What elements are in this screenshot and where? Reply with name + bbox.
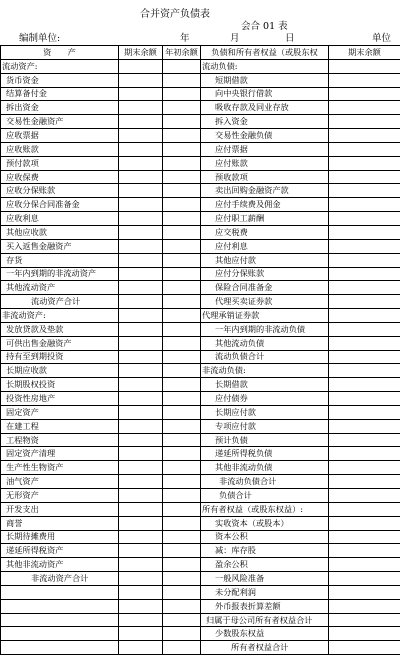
liability-ending-balance-cell bbox=[329, 627, 400, 641]
liability-item-label: 少数股东权益 bbox=[201, 627, 329, 641]
asset-ending-balance-cell bbox=[119, 184, 163, 198]
table-row bbox=[1, 239, 400, 253]
liability-ending-balance-cell bbox=[329, 184, 400, 198]
table-row bbox=[1, 627, 400, 641]
asset-opening-balance-cell bbox=[163, 295, 201, 309]
liability-item-label: 递延所得税负债 bbox=[201, 447, 329, 461]
table-row bbox=[1, 87, 400, 101]
asset-opening-balance-cell bbox=[163, 129, 201, 143]
header-row bbox=[1, 46, 400, 60]
asset-item-label: 交易性金融资产 bbox=[1, 115, 119, 129]
asset-item-label: 商誉 bbox=[1, 516, 119, 530]
asset-item-label: 非流动资产: bbox=[1, 309, 119, 323]
table-row bbox=[1, 336, 400, 350]
liability-ending-balance-cell bbox=[329, 322, 400, 336]
asset-opening-balance-cell bbox=[163, 558, 201, 572]
asset-ending-balance-cell bbox=[119, 516, 163, 530]
asset-item-label: 在建工程 bbox=[1, 419, 119, 433]
table-row bbox=[1, 392, 400, 406]
asset-ending-balance-cell bbox=[119, 461, 163, 475]
asset-opening-balance-cell bbox=[163, 267, 201, 281]
asset-ending-balance-cell bbox=[119, 544, 163, 558]
month-label: 月 bbox=[230, 33, 240, 45]
table-row bbox=[1, 253, 400, 267]
sheet-title: 合并资产负债表 bbox=[140, 9, 210, 21]
table-row bbox=[1, 350, 400, 364]
asset-ending-balance-cell bbox=[119, 142, 163, 156]
liability-item-label: 盈余公积 bbox=[201, 558, 329, 572]
liability-item-label: 保险合同准备金 bbox=[201, 281, 329, 295]
asset-opening-balance-cell bbox=[163, 516, 201, 530]
asset-item-label bbox=[1, 627, 119, 641]
liability-item-label: 所有者权益（或股东权益）: bbox=[201, 502, 329, 516]
liability-item-label: 非流动负债: bbox=[201, 364, 329, 378]
asset-ending-balance-cell bbox=[119, 309, 163, 323]
asset-item-label: 流动资产: bbox=[1, 59, 119, 73]
liability-ending-balance-cell bbox=[329, 516, 400, 530]
liability-ending-balance-cell bbox=[329, 558, 400, 572]
liability-item-label: 归属于母公司所有者权益合计 bbox=[201, 613, 329, 627]
table-row bbox=[1, 225, 400, 239]
asset-opening-balance-cell bbox=[163, 530, 201, 544]
liability-ending-balance-cell bbox=[329, 350, 400, 364]
asset-item-label: 应收分保合同准备金 bbox=[1, 198, 119, 212]
asset-opening-balance-cell bbox=[163, 405, 201, 419]
asset-opening-balance-cell bbox=[163, 101, 201, 115]
asset-item-label: 应收账款 bbox=[1, 142, 119, 156]
asset-item-label: 应收保费 bbox=[1, 170, 119, 184]
asset-ending-balance-cell bbox=[119, 212, 163, 226]
asset-ending-balance-cell bbox=[119, 115, 163, 129]
liability-item-label: 应付账款 bbox=[201, 156, 329, 170]
liability-ending-balance-cell bbox=[329, 572, 400, 586]
asset-item-label: 非流动资产合计 bbox=[1, 572, 119, 586]
table-row bbox=[1, 419, 400, 433]
asset-ending-balance-cell bbox=[119, 502, 163, 516]
liability-item-label: 代理买卖证券款 bbox=[201, 295, 329, 309]
asset-ending-balance-cell bbox=[119, 641, 163, 655]
currency-unit-label: 单位 bbox=[372, 33, 391, 45]
asset-opening-balance-cell bbox=[163, 599, 201, 613]
liability-item-label: 未分配利润 bbox=[201, 585, 329, 599]
asset-ending-balance-cell bbox=[119, 281, 163, 295]
header-asset-opening-balance: 年初余额 bbox=[163, 46, 201, 60]
liability-item-label: 交易性金融负债 bbox=[201, 129, 329, 143]
liability-ending-balance-cell bbox=[329, 267, 400, 281]
asset-opening-balance-cell bbox=[163, 73, 201, 87]
liability-ending-balance-cell bbox=[329, 530, 400, 544]
liability-item-label: 拆入资金 bbox=[201, 115, 329, 129]
liability-item-label: 非流动负债合计 bbox=[201, 475, 329, 489]
liability-ending-balance-cell bbox=[329, 129, 400, 143]
liability-item-label: 应付利息 bbox=[201, 239, 329, 253]
asset-opening-balance-cell bbox=[163, 502, 201, 516]
asset-opening-balance-cell bbox=[163, 212, 201, 226]
liability-item-label: 其他应付款 bbox=[201, 253, 329, 267]
asset-opening-balance-cell bbox=[163, 239, 201, 253]
asset-item-label: 其他非流动资产 bbox=[1, 558, 119, 572]
table-row bbox=[1, 156, 400, 170]
asset-opening-balance-cell bbox=[163, 350, 201, 364]
liability-item-label: 应交税费 bbox=[201, 225, 329, 239]
liability-ending-balance-cell bbox=[329, 419, 400, 433]
asset-opening-balance-cell bbox=[163, 336, 201, 350]
liability-item-label: 一年内到期的非流动负债 bbox=[201, 322, 329, 336]
asset-ending-balance-cell bbox=[119, 419, 163, 433]
liability-item-label: 应付手续费及佣金 bbox=[201, 198, 329, 212]
asset-opening-balance-cell bbox=[163, 378, 201, 392]
asset-ending-balance-cell bbox=[119, 558, 163, 572]
asset-item-label: 长期股权投资 bbox=[1, 378, 119, 392]
liability-ending-balance-cell bbox=[329, 73, 400, 87]
asset-opening-balance-cell bbox=[163, 572, 201, 586]
asset-opening-balance-cell bbox=[163, 184, 201, 198]
table-row bbox=[1, 267, 400, 281]
asset-ending-balance-cell bbox=[119, 489, 163, 503]
liability-ending-balance-cell bbox=[329, 212, 400, 226]
table-row bbox=[1, 641, 400, 655]
asset-opening-balance-cell bbox=[163, 475, 201, 489]
table-row bbox=[1, 184, 400, 198]
asset-opening-balance-cell bbox=[163, 461, 201, 475]
table-row bbox=[1, 489, 400, 503]
table-row bbox=[1, 572, 400, 586]
liability-item-label: 减：库存股 bbox=[201, 544, 329, 558]
liability-item-label: 预计负债 bbox=[201, 433, 329, 447]
asset-ending-balance-cell bbox=[119, 447, 163, 461]
asset-item-label bbox=[1, 585, 119, 599]
liability-ending-balance-cell bbox=[329, 309, 400, 323]
asset-item-label: 油气资产 bbox=[1, 475, 119, 489]
asset-opening-balance-cell bbox=[163, 627, 201, 641]
table-row bbox=[1, 115, 400, 129]
table-row bbox=[1, 59, 400, 73]
asset-ending-balance-cell bbox=[119, 156, 163, 170]
table-row bbox=[1, 475, 400, 489]
asset-item-label: 可供出售金融资产 bbox=[1, 336, 119, 350]
asset-ending-balance-cell bbox=[119, 267, 163, 281]
liability-item-label: 短期借款 bbox=[201, 73, 329, 87]
header-assets: 资 产 bbox=[1, 46, 119, 60]
asset-item-label: 货币资金 bbox=[1, 73, 119, 87]
asset-opening-balance-cell bbox=[163, 170, 201, 184]
table-row bbox=[1, 613, 400, 627]
asset-item-label: 应收票据 bbox=[1, 129, 119, 143]
asset-item-label bbox=[1, 641, 119, 655]
asset-opening-balance-cell bbox=[163, 585, 201, 599]
asset-item-label: 应收分保账款 bbox=[1, 184, 119, 198]
asset-opening-balance-cell bbox=[163, 253, 201, 267]
asset-item-label: 流动资产合计 bbox=[1, 295, 119, 309]
table-row bbox=[1, 461, 400, 475]
form-code: 会合 01 表 bbox=[241, 21, 288, 33]
table-row bbox=[1, 170, 400, 184]
liability-item-label: 长期借款 bbox=[201, 378, 329, 392]
asset-opening-balance-cell bbox=[163, 489, 201, 503]
table-row bbox=[1, 502, 400, 516]
table-row bbox=[1, 447, 400, 461]
liability-item-label: 一般风险准备 bbox=[201, 572, 329, 586]
asset-item-label: 拆出资金 bbox=[1, 101, 119, 115]
table-row bbox=[1, 364, 400, 378]
table-row bbox=[1, 530, 400, 544]
liability-ending-balance-cell bbox=[329, 461, 400, 475]
asset-opening-balance-cell bbox=[163, 419, 201, 433]
asset-item-label: 预付款项 bbox=[1, 156, 119, 170]
asset-item-label: 一年内到期的非流动资产 bbox=[1, 267, 119, 281]
asset-item-label: 其他应收款 bbox=[1, 225, 119, 239]
table-row bbox=[1, 433, 400, 447]
asset-item-label: 工程物资 bbox=[1, 433, 119, 447]
year-label: 年 bbox=[180, 33, 190, 45]
asset-item-label: 固定资产清理 bbox=[1, 447, 119, 461]
asset-item-label: 开发支出 bbox=[1, 502, 119, 516]
liability-ending-balance-cell bbox=[329, 225, 400, 239]
liability-ending-balance-cell bbox=[329, 502, 400, 516]
liability-item-label: 代理承销证券款 bbox=[201, 309, 329, 323]
liability-item-label: 流动负债合计 bbox=[201, 350, 329, 364]
asset-opening-balance-cell bbox=[163, 364, 201, 378]
table-row bbox=[1, 516, 400, 530]
liability-ending-balance-cell bbox=[329, 613, 400, 627]
liability-ending-balance-cell bbox=[329, 142, 400, 156]
asset-ending-balance-cell bbox=[119, 475, 163, 489]
liability-item-label: 应付票据 bbox=[201, 142, 329, 156]
asset-ending-balance-cell bbox=[119, 101, 163, 115]
balance-sheet-table bbox=[0, 45, 400, 655]
liability-item-label: 外币报表折算差额 bbox=[201, 599, 329, 613]
asset-item-label: 长期应收款 bbox=[1, 364, 119, 378]
asset-ending-balance-cell bbox=[119, 613, 163, 627]
asset-item-label: 发放贷款及垫款 bbox=[1, 322, 119, 336]
asset-ending-balance-cell bbox=[119, 225, 163, 239]
liability-item-label: 吸收存款及同业存放 bbox=[201, 101, 329, 115]
liability-ending-balance-cell bbox=[329, 475, 400, 489]
liability-item-label: 其他流动负债 bbox=[201, 336, 329, 350]
asset-opening-balance-cell bbox=[163, 613, 201, 627]
table-row bbox=[1, 585, 400, 599]
liability-ending-balance-cell bbox=[329, 156, 400, 170]
liability-ending-balance-cell bbox=[329, 378, 400, 392]
table-row bbox=[1, 599, 400, 613]
liability-ending-balance-cell bbox=[329, 115, 400, 129]
asset-item-label: 投资性房地产 bbox=[1, 392, 119, 406]
asset-item-label: 其他流动资产 bbox=[1, 281, 119, 295]
asset-opening-balance-cell bbox=[163, 59, 201, 73]
liability-item-label: 资本公积 bbox=[201, 530, 329, 544]
asset-item-label: 结算备付金 bbox=[1, 87, 119, 101]
asset-opening-balance-cell bbox=[163, 198, 201, 212]
liability-item-label: 预收款项 bbox=[201, 170, 329, 184]
liability-item-label: 实收资本（或股本） bbox=[201, 516, 329, 530]
asset-item-label: 应收利息 bbox=[1, 212, 119, 226]
asset-item-label: 买入返售金融资产 bbox=[1, 239, 119, 253]
liability-ending-balance-cell bbox=[329, 170, 400, 184]
asset-opening-balance-cell bbox=[163, 115, 201, 129]
table-row bbox=[1, 309, 400, 323]
asset-ending-balance-cell bbox=[119, 530, 163, 544]
asset-item-label bbox=[1, 599, 119, 613]
asset-ending-balance-cell bbox=[119, 392, 163, 406]
table-row bbox=[1, 129, 400, 143]
table-row bbox=[1, 73, 400, 87]
header-liability-ending-balance: 期末余额 bbox=[329, 46, 400, 60]
asset-opening-balance-cell bbox=[163, 87, 201, 101]
asset-ending-balance-cell bbox=[119, 433, 163, 447]
table-row bbox=[1, 378, 400, 392]
liability-ending-balance-cell bbox=[329, 198, 400, 212]
liability-item-label: 向中央银行借款 bbox=[201, 87, 329, 101]
liability-ending-balance-cell bbox=[329, 599, 400, 613]
liability-ending-balance-cell bbox=[329, 281, 400, 295]
header-asset-ending-balance: 期末余额 bbox=[119, 46, 163, 60]
liability-ending-balance-cell bbox=[329, 405, 400, 419]
liability-item-label: 应付职工薪酬 bbox=[201, 212, 329, 226]
liability-item-label: 负债合计 bbox=[201, 489, 329, 503]
asset-ending-balance-cell bbox=[119, 350, 163, 364]
table-row bbox=[1, 281, 400, 295]
table-row bbox=[1, 322, 400, 336]
asset-ending-balance-cell bbox=[119, 364, 163, 378]
liability-item-label: 应付分保账款 bbox=[201, 267, 329, 281]
asset-item-label: 固定资产 bbox=[1, 405, 119, 419]
day-label: 日 bbox=[285, 33, 295, 45]
liability-ending-balance-cell bbox=[329, 544, 400, 558]
liability-ending-balance-cell bbox=[329, 239, 400, 253]
asset-item-label: 长期待摊费用 bbox=[1, 530, 119, 544]
header-liabilities-equity: 负债和所有者权益（或股东权 bbox=[201, 46, 329, 60]
asset-item-label: 无形资产 bbox=[1, 489, 119, 503]
liability-ending-balance-cell bbox=[329, 59, 400, 73]
liability-ending-balance-cell bbox=[329, 641, 400, 655]
asset-ending-balance-cell bbox=[119, 295, 163, 309]
asset-ending-balance-cell bbox=[119, 129, 163, 143]
asset-opening-balance-cell bbox=[163, 641, 201, 655]
asset-item-label bbox=[1, 613, 119, 627]
asset-ending-balance-cell bbox=[119, 239, 163, 253]
liability-ending-balance-cell bbox=[329, 295, 400, 309]
asset-item-label: 生产性生物资产 bbox=[1, 461, 119, 475]
asset-opening-balance-cell bbox=[163, 544, 201, 558]
asset-opening-balance-cell bbox=[163, 225, 201, 239]
table-row bbox=[1, 544, 400, 558]
asset-item-label: 持有至到期投资 bbox=[1, 350, 119, 364]
liability-ending-balance-cell bbox=[329, 101, 400, 115]
asset-opening-balance-cell bbox=[163, 309, 201, 323]
liability-item-label: 流动负债: bbox=[201, 59, 329, 73]
table-row bbox=[1, 212, 400, 226]
asset-ending-balance-cell bbox=[119, 572, 163, 586]
asset-opening-balance-cell bbox=[163, 156, 201, 170]
table-row bbox=[1, 558, 400, 572]
table-row bbox=[1, 295, 400, 309]
asset-ending-balance-cell bbox=[119, 627, 163, 641]
asset-ending-balance-cell bbox=[119, 87, 163, 101]
table-row bbox=[1, 142, 400, 156]
table-row bbox=[1, 101, 400, 115]
liability-ending-balance-cell bbox=[329, 489, 400, 503]
liability-item-label: 其他非流动负债 bbox=[201, 461, 329, 475]
liability-item-label: 专项应付款 bbox=[201, 419, 329, 433]
liability-ending-balance-cell bbox=[329, 364, 400, 378]
liability-ending-balance-cell bbox=[329, 585, 400, 599]
asset-opening-balance-cell bbox=[163, 322, 201, 336]
asset-item-label: 递延所得税资产 bbox=[1, 544, 119, 558]
asset-ending-balance-cell bbox=[119, 336, 163, 350]
liability-item-label: 应付债券 bbox=[201, 392, 329, 406]
liability-ending-balance-cell bbox=[329, 447, 400, 461]
liability-item-label: 卖出回购金融资产款 bbox=[201, 184, 329, 198]
asset-ending-balance-cell bbox=[119, 253, 163, 267]
liability-ending-balance-cell bbox=[329, 336, 400, 350]
asset-opening-balance-cell bbox=[163, 392, 201, 406]
asset-ending-balance-cell bbox=[119, 73, 163, 87]
asset-ending-balance-cell bbox=[119, 599, 163, 613]
asset-ending-balance-cell bbox=[119, 378, 163, 392]
liability-ending-balance-cell bbox=[329, 433, 400, 447]
liability-item-label: 所有者权益合计 bbox=[201, 641, 329, 655]
reporting-unit-label: 编制单位: bbox=[19, 33, 60, 45]
liability-item-label: 长期应付款 bbox=[201, 405, 329, 419]
asset-ending-balance-cell bbox=[119, 322, 163, 336]
asset-opening-balance-cell bbox=[163, 281, 201, 295]
table-row bbox=[1, 405, 400, 419]
asset-ending-balance-cell bbox=[119, 59, 163, 73]
asset-ending-balance-cell bbox=[119, 198, 163, 212]
liability-ending-balance-cell bbox=[329, 392, 400, 406]
asset-opening-balance-cell bbox=[163, 447, 201, 461]
asset-item-label: 存货 bbox=[1, 253, 119, 267]
asset-ending-balance-cell bbox=[119, 170, 163, 184]
table-row bbox=[1, 198, 400, 212]
asset-ending-balance-cell bbox=[119, 405, 163, 419]
asset-ending-balance-cell bbox=[119, 585, 163, 599]
asset-opening-balance-cell bbox=[163, 142, 201, 156]
asset-opening-balance-cell bbox=[163, 433, 201, 447]
liability-ending-balance-cell bbox=[329, 87, 400, 101]
liability-ending-balance-cell bbox=[329, 253, 400, 267]
